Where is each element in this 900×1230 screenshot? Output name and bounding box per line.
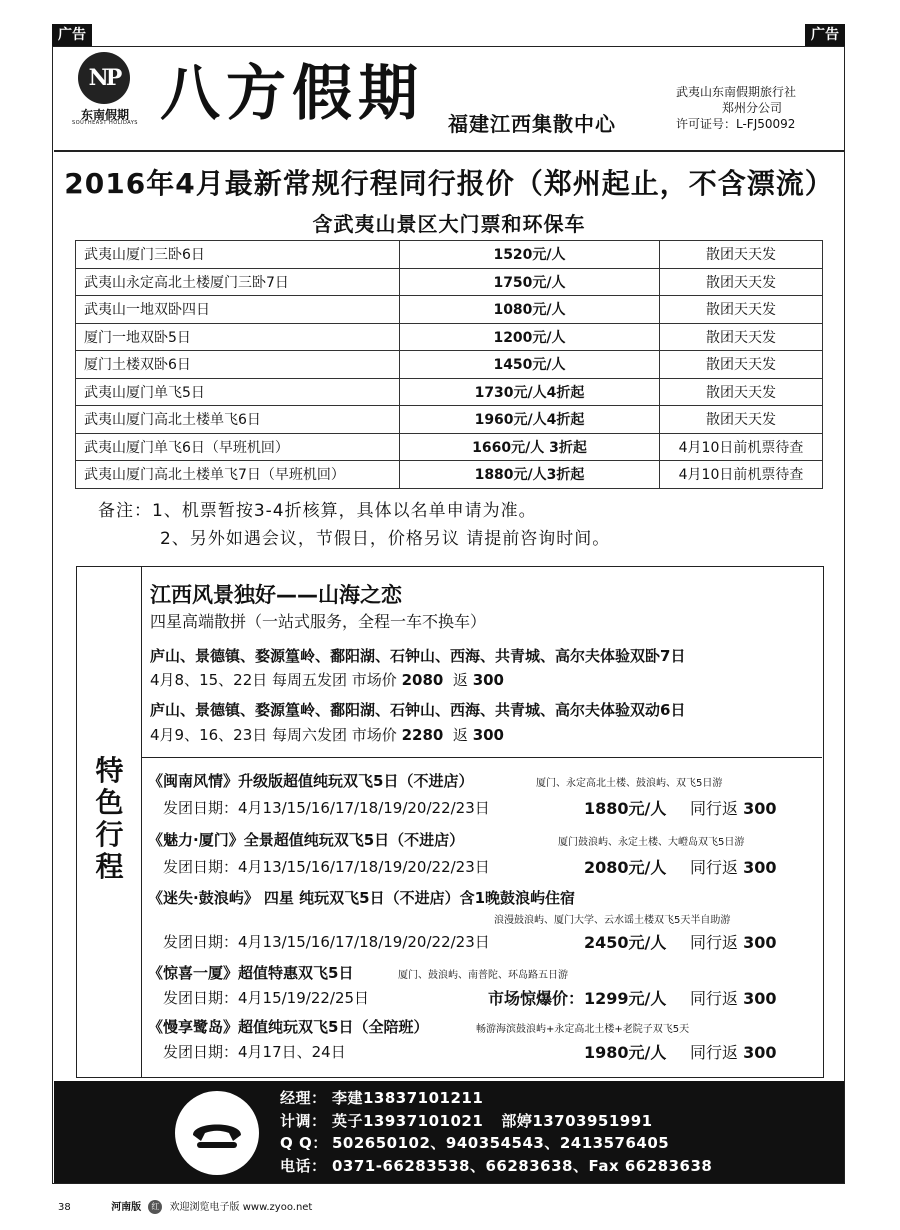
tour-2-dates: 发团日期：4月13/15/16/17/18/19/20/22/23日: [163, 858, 490, 876]
ad-tag-left: 广告: [52, 24, 92, 46]
tour-2-title: 《魅力·厦门》全景超值纯玩双飞5日（不进店）: [148, 831, 465, 849]
contact-bar: [54, 1081, 844, 1183]
jiangxi-dates-2: [150, 724, 504, 745]
price-row-name: 厦门土楼双卧6日: [76, 351, 400, 379]
price-row-name: 武夷山厦门高北土楼单飞7日（早班机回）: [76, 461, 400, 489]
contact-manager: [280, 1087, 712, 1110]
tour-1-desc: 厦门、永定高北土楼、鼓浪屿、双飞5日游: [536, 778, 723, 789]
price-row: [76, 406, 823, 434]
tour-2-desc: 厦门鼓浪屿、永定土楼、大嶝岛双飞5日游: [558, 837, 745, 848]
special-side-column: [77, 567, 142, 1077]
company-logo: [70, 52, 140, 128]
price-row-note: 4月10日前机票待查: [660, 461, 823, 489]
brand-title: 八方假期: [160, 59, 424, 129]
jiangxi-route-2: 庐山、景德镇、婺源篁岭、鄱阳湖、石钟山、西海、共青城、高尔夫体验双动6日: [150, 701, 686, 719]
price-row: [76, 323, 823, 351]
qq-value: 502650102、940354543、2413576405: [332, 1134, 670, 1152]
price-row-price: 1880元/人3折起: [400, 461, 660, 489]
tour-1-rebate: [690, 796, 777, 819]
jiangxi-title: 江西风景独好——山海之恋: [150, 583, 402, 607]
logo-en-name: SOUTHEAST HOLIDAYS: [72, 120, 138, 126]
note-line-1: 备注：1、机票暂按3-4折核算，具体以名单申请为准。: [98, 501, 537, 521]
page-title: 2016年4月最新常规行程同行报价（郑州起止，不含漂流）: [64, 167, 834, 200]
tour-4-dates: 发团日期：4月15/19/22/25日: [163, 989, 370, 1007]
jiangxi-price-1: 2080: [401, 671, 444, 689]
tour-5-rebate: [690, 1040, 777, 1063]
jiangxi-rebate-2: 300: [472, 726, 504, 744]
tour-3-price: 2450元/人: [584, 933, 667, 952]
price-row: [76, 296, 823, 324]
price-row-name: 武夷山一地双卧四日: [76, 296, 400, 324]
special-divider: [142, 757, 822, 758]
price-row-note: 散团天天发: [660, 268, 823, 296]
price-row-name: 武夷山厦门单飞5日: [76, 378, 400, 406]
price-row: [76, 351, 823, 379]
price-row: [76, 268, 823, 296]
jiangxi-rebate-2-label: 返: [452, 726, 468, 744]
price-row-note: 散团天天发: [660, 323, 823, 351]
contact-qq: [280, 1132, 712, 1155]
tour-3-rebate-label: 同行返: [690, 933, 739, 952]
tour-3-rebate-value: 300: [743, 933, 777, 952]
jiangxi-rebate-1-label: 返: [452, 671, 468, 689]
agency-license: 许可证号：L-FJ50092: [676, 117, 796, 131]
price-row: [76, 241, 823, 269]
edition-label: 河南版: [111, 1202, 142, 1213]
agency-info: [676, 84, 826, 132]
price-row: [76, 461, 823, 489]
jiangxi-dates-1-text: 4月8、15、22日 每周五发团 市场价: [150, 671, 397, 689]
tour-2-rebate-label: 同行返: [690, 858, 739, 877]
agency-branch: 郑州分公司: [722, 101, 783, 115]
header-divider: [54, 150, 844, 152]
jiangxi-price-2: 2280: [401, 726, 444, 744]
notes: [98, 497, 610, 553]
tour-1-title: 《闽南风情》升级版超值纯玩双飞5日（不进店）: [148, 772, 474, 790]
price-row-name: 武夷山厦门高北土楼单飞6日: [76, 406, 400, 434]
tour-2-price: 2080元/人: [584, 858, 667, 877]
contact-dispatch: [280, 1110, 712, 1133]
brand-subtitle: 福建江西集散中心: [448, 112, 616, 136]
contact-phone: [280, 1155, 712, 1178]
price-row-price: 1660元/人 3折起: [400, 433, 660, 461]
note-line-2: 2、另外如遇会议，节假日，价格另议 请提前咨询时间。: [160, 529, 611, 549]
tour-5-rebate-value: 300: [743, 1043, 777, 1062]
price-row: [76, 433, 823, 461]
tour-5-rebate-label: 同行返: [690, 1043, 739, 1062]
page-subtitle: 含武夷山景区大门票和环保车: [312, 212, 586, 236]
price-row-note: 4月10日前机票待查: [660, 433, 823, 461]
tour-1-dates: 发团日期：4月13/15/16/17/18/19/20/22/23日: [163, 799, 490, 817]
tour-5-price: 1980元/人: [584, 1043, 667, 1062]
price-row-price: 1730元/人4折起: [400, 378, 660, 406]
jiangxi-rebate-1: 300: [472, 671, 504, 689]
tour-5-title: 《慢享鹭岛》超值纯玩双飞5日（全陪班）: [148, 1018, 429, 1036]
special-label: 特 色 行 程: [95, 754, 124, 883]
tour-2-rebate-value: 300: [743, 858, 777, 877]
manager-label: 经理：: [280, 1089, 327, 1107]
price-row-price: 1200元/人: [400, 323, 660, 351]
jiangxi-subtitle: 四星高端散拼（一站式服务，全程一车不换车）: [150, 612, 487, 631]
tour-1-rebate-value: 300: [743, 799, 777, 818]
tour-4-title: 《惊喜一厦》超值特惠双飞5日: [148, 964, 354, 982]
price-table: [75, 240, 823, 489]
tour-4-price: 市场惊爆价：1299元/人: [488, 989, 667, 1008]
dispatch-label: 计调：: [280, 1111, 327, 1130]
dispatch-value-2: 部婷13703951991: [501, 1111, 653, 1130]
price-row-note: 散团天天发: [660, 241, 823, 269]
phone-icon-badge: [175, 1091, 259, 1175]
price-row-name: 武夷山厦门单飞6日（早班机回）: [76, 433, 400, 461]
ad-tag-right: 广告: [805, 24, 845, 46]
page-footer: [58, 1198, 312, 1214]
price-row-name: 厦门一地双卧5日: [76, 323, 400, 351]
tour-5-dates: 发团日期：4月17日、24日: [163, 1043, 346, 1061]
telephone-icon: [175, 1091, 259, 1175]
price-row: [76, 378, 823, 406]
jiangxi-dates-1: [150, 669, 504, 690]
tour-5-desc: 畅游海滨鼓浪屿+永定高北土楼+老院子双飞5天: [476, 1024, 690, 1035]
dispatch-value-1: 英子13937101021: [332, 1111, 484, 1130]
tour-4-rebate-label: 同行返: [690, 989, 739, 1008]
price-row-name: 武夷山厦门三卧6日: [76, 241, 400, 269]
jiangxi-dates-2-text: 4月9、16、23日 每周六发团 市场价: [150, 726, 397, 744]
tour-1-price: 1880元/人: [584, 799, 667, 818]
price-row-price: 1750元/人: [400, 268, 660, 296]
jiangxi-route-1: 庐山、景德镇、婺源篁岭、鄱阳湖、石钟山、西海、共青城、高尔夫体验双卧7日: [150, 647, 686, 665]
tour-3-title: 《迷失·鼓浪屿》 四星 纯玩双飞5日（不进店）含1晚鼓浪屿住宿: [148, 889, 576, 907]
price-row-note: 散团天天发: [660, 406, 823, 434]
price-row-note: 散团天天发: [660, 351, 823, 379]
price-row-price: 1450元/人: [400, 351, 660, 379]
page-number: 38: [58, 1202, 71, 1213]
footer-text: 欢迎浏览电子版 www.zyoo.net: [169, 1202, 313, 1213]
manager-value: 李建13837101211: [332, 1089, 484, 1107]
logo-cn-name: 东南假期: [80, 108, 129, 122]
price-row-name: 武夷山永定高北土楼厦门三卧7日: [76, 268, 400, 296]
price-row-price: 1520元/人: [400, 241, 660, 269]
contact-lines: [280, 1087, 712, 1177]
tour-3-dates: 发团日期：4月13/15/16/17/18/19/20/22/23日: [163, 933, 490, 951]
phone-label: 电话：: [280, 1156, 327, 1175]
qq-label: Q Q：: [280, 1134, 328, 1152]
tour-2-rebate: [690, 855, 777, 878]
price-row-price: 1960元/人4折起: [400, 406, 660, 434]
footer-logo: 红: [148, 1200, 162, 1214]
price-row-note: 散团天天发: [660, 296, 823, 324]
price-row-note: 散团天天发: [660, 378, 823, 406]
tour-4-rebate: [690, 986, 777, 1009]
tour-4-desc: 厦门、鼓浪屿、南普陀、环岛路五日游: [398, 970, 568, 981]
tour-1-rebate-label: 同行返: [690, 799, 739, 818]
phone-value: 0371-66283538、66283638、Fax 66283638: [332, 1156, 713, 1175]
tour-4-rebate-value: 300: [743, 989, 777, 1008]
tour-3-desc: 浪漫鼓浪屿、厦门大学、云水谣土楼双飞5天半自助游: [494, 915, 731, 926]
logo-mark: NP: [78, 52, 130, 104]
agency-name: 武夷山东南假期旅行社: [676, 85, 797, 99]
tour-3-rebate: [690, 930, 777, 953]
price-row-price: 1080元/人: [400, 296, 660, 324]
